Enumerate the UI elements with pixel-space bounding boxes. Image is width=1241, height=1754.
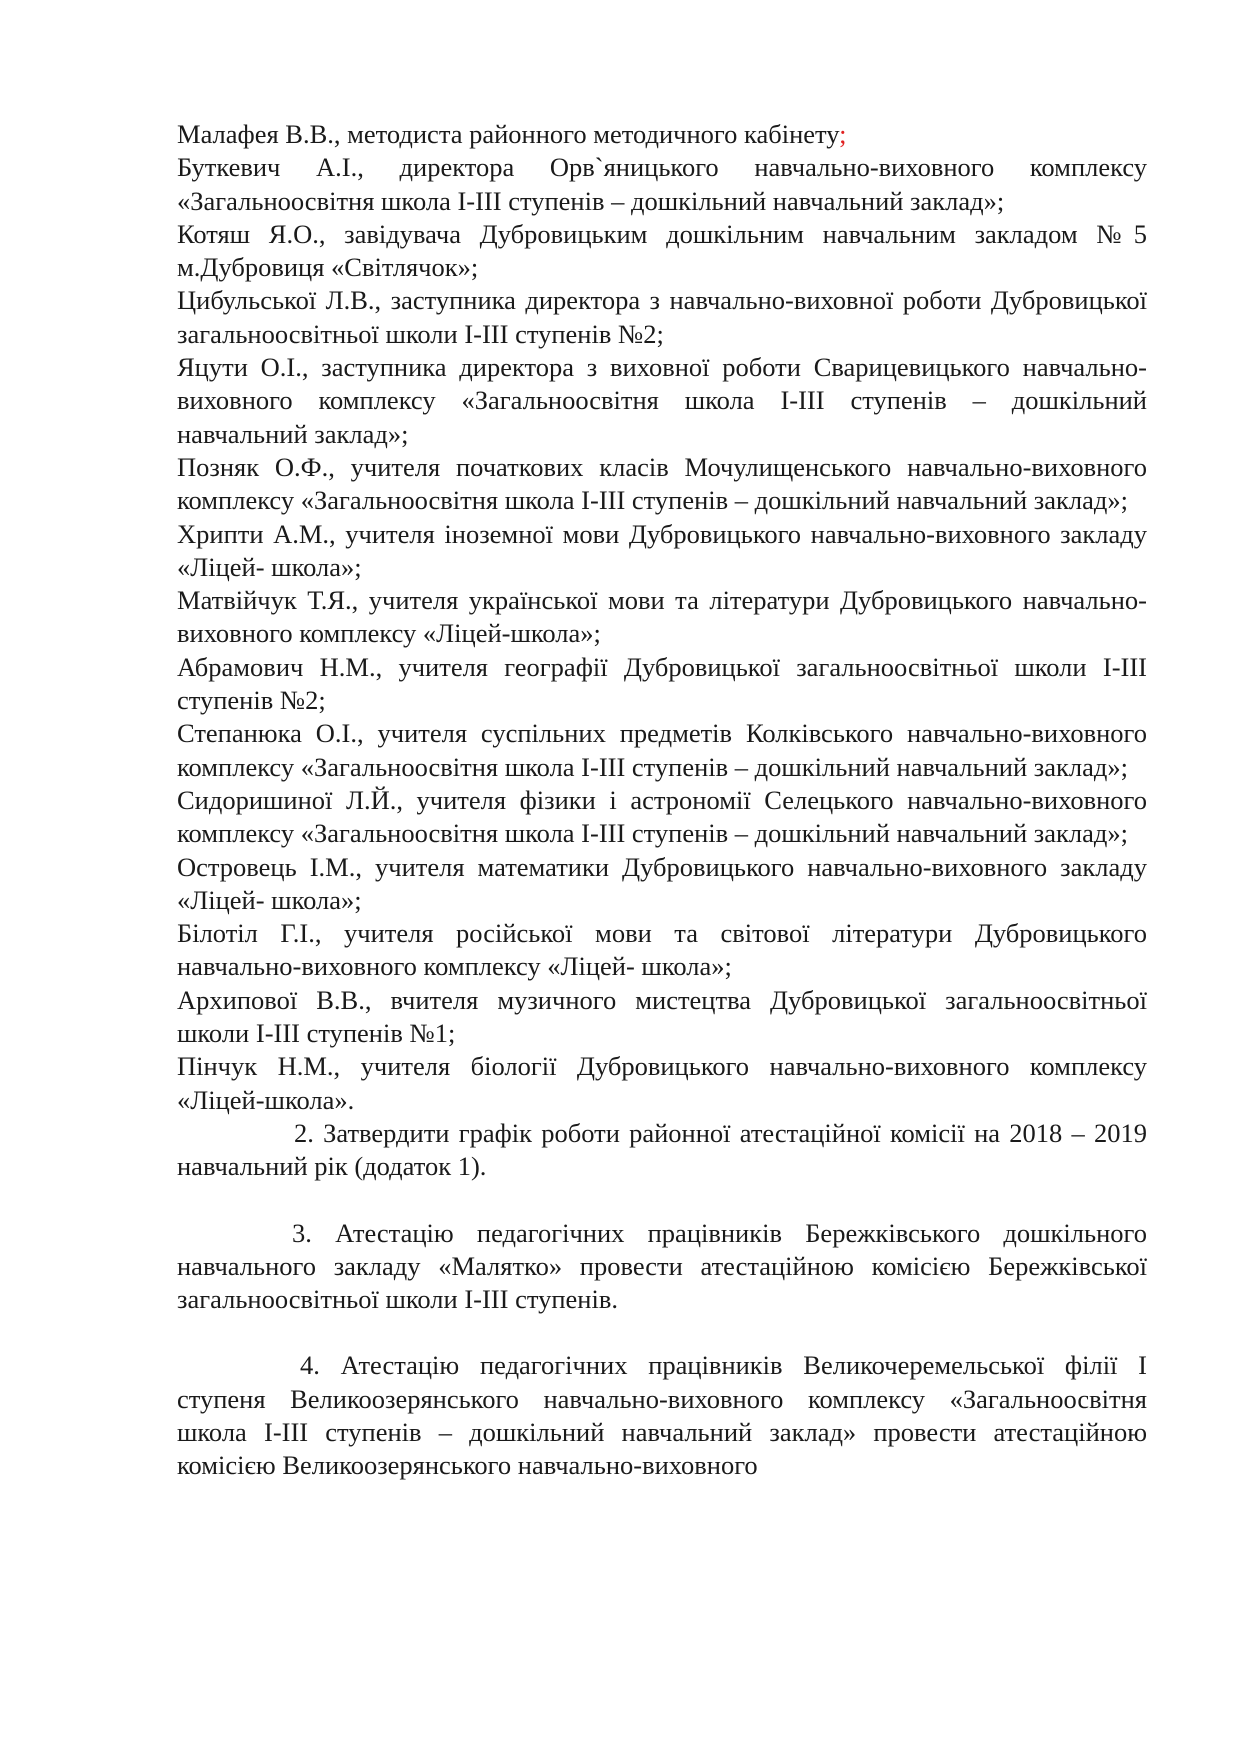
member-entry: Архипової В.В., вчителя музичного мистецтва Дубровицької загальноосвітньої школи І-ІІІ ступенів №1; <box>177 984 1147 1049</box>
member-terminator: ; <box>839 119 847 149</box>
member-entry: Степанюка О.І., учителя суспільних предметів Колківського навчально-виховного комплексу «Загальноосвітня школа І-ІІІ ступенів – дошкільний навчальний заклад»; <box>177 718 1147 782</box>
member-entry: Сидоришиної Л.Й., учителя фізики і астрономії Селецького навчально-виховного комплексу «Загальноосвітня школа І-ІІІ ступенів – дошкільний навчальний заклад»; <box>177 784 1147 849</box>
member-entry: Пінчук Н.М., учителя біології Дубровицького навчально-виховного комплексу «Ліцей-школа». <box>177 1051 1147 1115</box>
commission-member-list <box>177 118 1147 1117</box>
member-entry: Котяш Я.О., завідувача Дубровицьким дошкільним навчальним закладом №5 м.Дубровиця «Світлячок»; <box>177 218 1147 283</box>
member-text: Малафея В.В., методиста районного методичного кабінету <box>177 119 840 149</box>
member-entry: Позняк О.Ф., учителя початкових класів Мочулищенського навчально-виховного комплексу «Загальноосвітня школа І-ІІІ ступенів – дошкільний навчальний заклад»; <box>177 451 1147 516</box>
member-entry <box>177 118 1147 151</box>
member-entry: Білотіл Г.І., учителя російської мови та світової літератури Дубровицького навчально-виховного комплексу «Ліцей- школа»; <box>177 918 1147 982</box>
member-entry: Яцути О.І., заступника директора з виховної роботи Сварицевицького навчально-виховного комплексу «Загальноосвітня школа І-ІІІ ступенів – дошкільний навчальний заклад»; <box>177 352 1147 449</box>
member-entry: Матвійчук Т.Я., учителя української мови та літератури Дубровицького навчально-виховного комплексу «Ліцей-школа»; <box>177 585 1147 649</box>
member-entry: Буткевич А.І., директора Орв`яницького навчально-виховного комплексу «Загальноосвітня школа І-ІІІ ступенів – дошкільний навчальний заклад»; <box>177 152 1147 216</box>
member-entry: Хрипти А.М., учителя іноземної мови Дубровицького навчально-виховного закладу «Ліцей- школа»; <box>177 518 1147 582</box>
order-point-2: 2. Затвердити графік роботи районної атестаційної комісії на 2018 – 2019 навчальний рік (додаток 1). <box>177 1117 1147 1182</box>
order-point-3: 3. Атестацію педагогічних працівників Бережківського дошкільного навчального закладу «Малятко» провести атестаційною комісією Бережківської загальноосвітньої школи І-ІІІ ступенів. <box>177 1217 1147 1315</box>
member-entry: Абрамович Н.М., учителя географії Дубровицької загальноосвітньої школи І-ІІІ ступенів №2; <box>177 651 1147 716</box>
member-entry: Цибульської Л.В., заступника директора з навчально-виховної роботи Дубровицької загальноосвітньої школи І-ІІІ ступенів №2; <box>177 285 1147 349</box>
order-point-4: 4. Атестацію педагогічних працівників Великочеремельської філії І ступеня Великоозерянського навчально-виховного комплексу «Загальноосвітня школа І-ІІІ ступенів – дошкільний навчальний заклад» провести атестаційною комісією Великоозерянського навчально-виховного <box>177 1350 1147 1481</box>
member-entry: Островець І.М., учителя математики Дубровицького навчально-виховного закладу «Ліцей- школа»; <box>177 851 1147 915</box>
document-page <box>177 118 1147 1483</box>
